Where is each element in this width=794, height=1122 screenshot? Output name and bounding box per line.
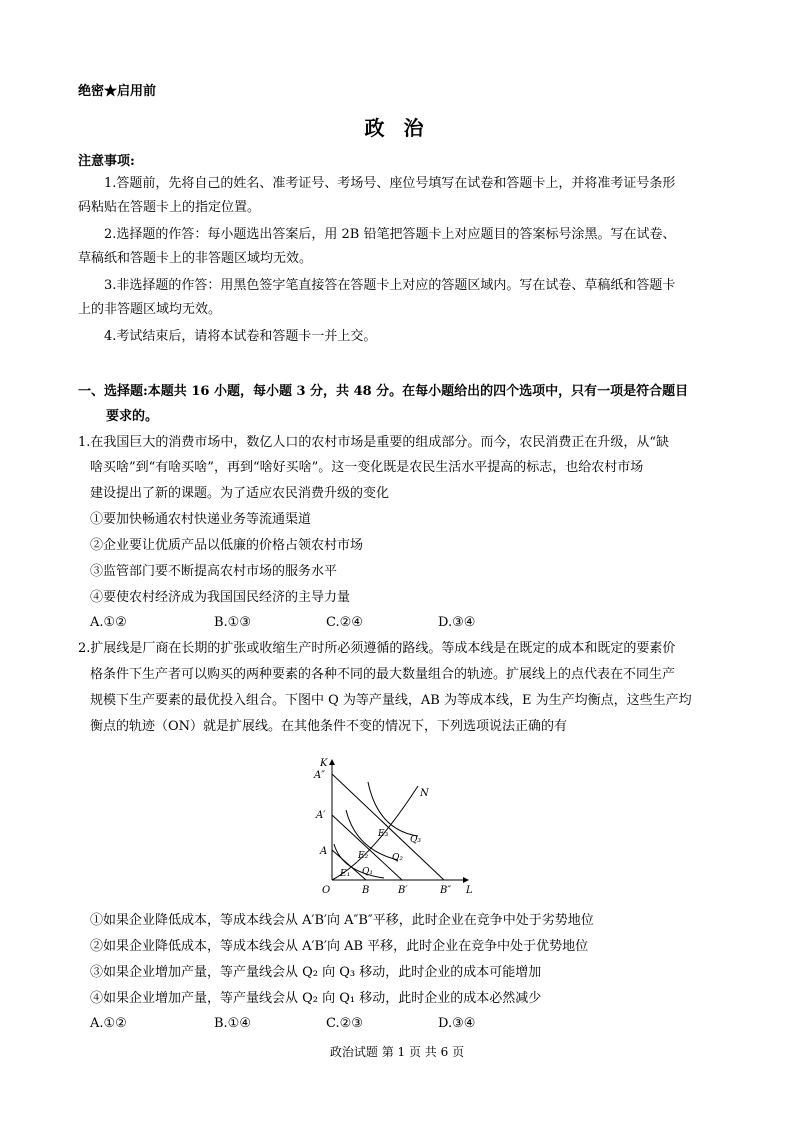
notice-line: 2.选择题的作答：每小题选出答案后，用 2B 铅笔把答题卡上对应题目的答案标号涂黑。写在试卷、 [104,227,676,242]
q2-choice-b: B.①④ [214,1016,251,1031]
label-q2: Q₂ [392,853,403,863]
label-b: B [362,885,370,896]
notice-line: 草稿纸和答题卡上的非答题区域均无效。 [78,251,313,266]
page-footer: 政治试题 第 1 页 共 6 页 [329,1045,465,1059]
q1-choice-d: D.③④ [438,615,476,630]
q2-item: ②如果企业降低成本，等成本线会从 A′B′向 AB 平移，此时企业在竞争中处于优势地位 [90,939,589,954]
q1-choice-b: B.①③ [214,615,251,630]
label-e1: E₁ [340,869,351,879]
notice-line: 3.非选择题的作答：用黑色签字笔直接答在答题卡上对应的答题区域内。写在试卷、草稿纸和答题卡 [104,278,676,293]
q2-choice-c: C.②③ [326,1016,363,1031]
q1-stem: 啥买啥”到“有啥买啥”，再到“啥好买啥”。这一变化既是农民生活水平提高的标志，也给农村市场 [90,460,644,475]
q1-stem: 建设提出了新的课题。为了适应农民消费升级的变化 [90,486,390,501]
page-title: 政 治 [364,116,430,140]
label-a1: A′ [316,810,326,821]
label-origin: O [322,885,331,896]
q2-stem: 衡点的轨迹（ON）就是扩展线。在其他条件不变的情况下，下列选项说法正确的有 [90,719,568,734]
label-q3: Q₃ [410,835,421,845]
q1-choice-c: C.②④ [326,615,363,630]
q1-choice-a: A.①② [90,615,127,630]
q1-stem: 1.在我国巨大的消费市场中，数亿人口的农村市场是重要的组成部分。而今，农民消费正在升级，从“缺 [78,435,670,450]
notice-heading: 注意事项: [78,154,135,169]
confidential-label: 绝密★启用前 [78,84,157,99]
label-a: A [320,846,328,857]
q1-item: ②企业要让优质产品以低廉的价格占领农村市场 [90,538,364,553]
notice-line: 码粘贴在答题卡上的指定位置。 [78,200,261,215]
production-diagram [300,750,500,900]
notice-line: 1.答题前，先将自己的姓名、准考证号、考场号、座位号填写在试卷和答题卡上，并将准考证号条形 [104,176,676,191]
q2-item: ①如果企业降低成本，等成本线会从 A′B′向 A″B″平移，此时企业在竞争中处于劣势地位 [90,913,594,928]
label-e2: E₂ [358,851,369,861]
label-a2: A″ [314,770,325,781]
section-heading: 一、选择题:本题共 16 小题，每小题 3 分，共 48 分。在每小题给出的四个选项中，只有一项是符合题目 [78,384,689,399]
notice-line: 4.考试结束后，请将本试卷和答题卡一并上交。 [104,329,377,344]
q2-stem: 规模下生产要素的最优投入组合。下图中 Q 为等产量线，AB 为等成本线，E 为生产均衡点，这些生产均 [90,693,692,708]
q2-item: ③如果企业增加产量，等产量线会从 Q₂ 向 Q₃ 移动，此时企业的成本可能增加 [90,965,542,980]
label-b2: B″ [440,885,452,896]
q2-choice-a: A.①② [90,1016,127,1031]
q1-item: ④要使农村经济成为我国国民经济的主导力量 [90,590,351,605]
q1-item: ③监管部门要不断提高农村市场的服务水平 [90,564,338,579]
label-e3: E₃ [378,829,389,839]
section-heading-cont: 要求的。 [106,409,159,424]
label-x-axis: L [466,885,473,896]
q2-choice-d: D.③④ [438,1016,476,1031]
label-n: N [420,788,429,799]
notice-line: 上的非答题区域均无效。 [78,302,222,317]
isoquant-q3 [368,782,418,836]
label-y-axis: K [320,758,328,769]
q2-item: ④如果企业增加产量，等产量线会从 Q₂ 向 Q₁ 移动，此时企业的成本必然减少 [90,991,542,1006]
q1-item: ①要加快畅通农村快递业务等流通渠道 [90,512,312,527]
label-q1: Q₁ [362,867,373,877]
q2-stem: 格条件下生产者可以购买的两种要素的各种不同的最大数量组合的轨迹。扩展线上的点代表在不同生产 [90,667,676,682]
label-b1: B′ [398,885,408,896]
q2-stem: 2.扩展线是厂商在长期的扩张或收缩生产时所必须遵循的路线。等成本线是在既定的成本和既定的要素价 [78,641,676,656]
